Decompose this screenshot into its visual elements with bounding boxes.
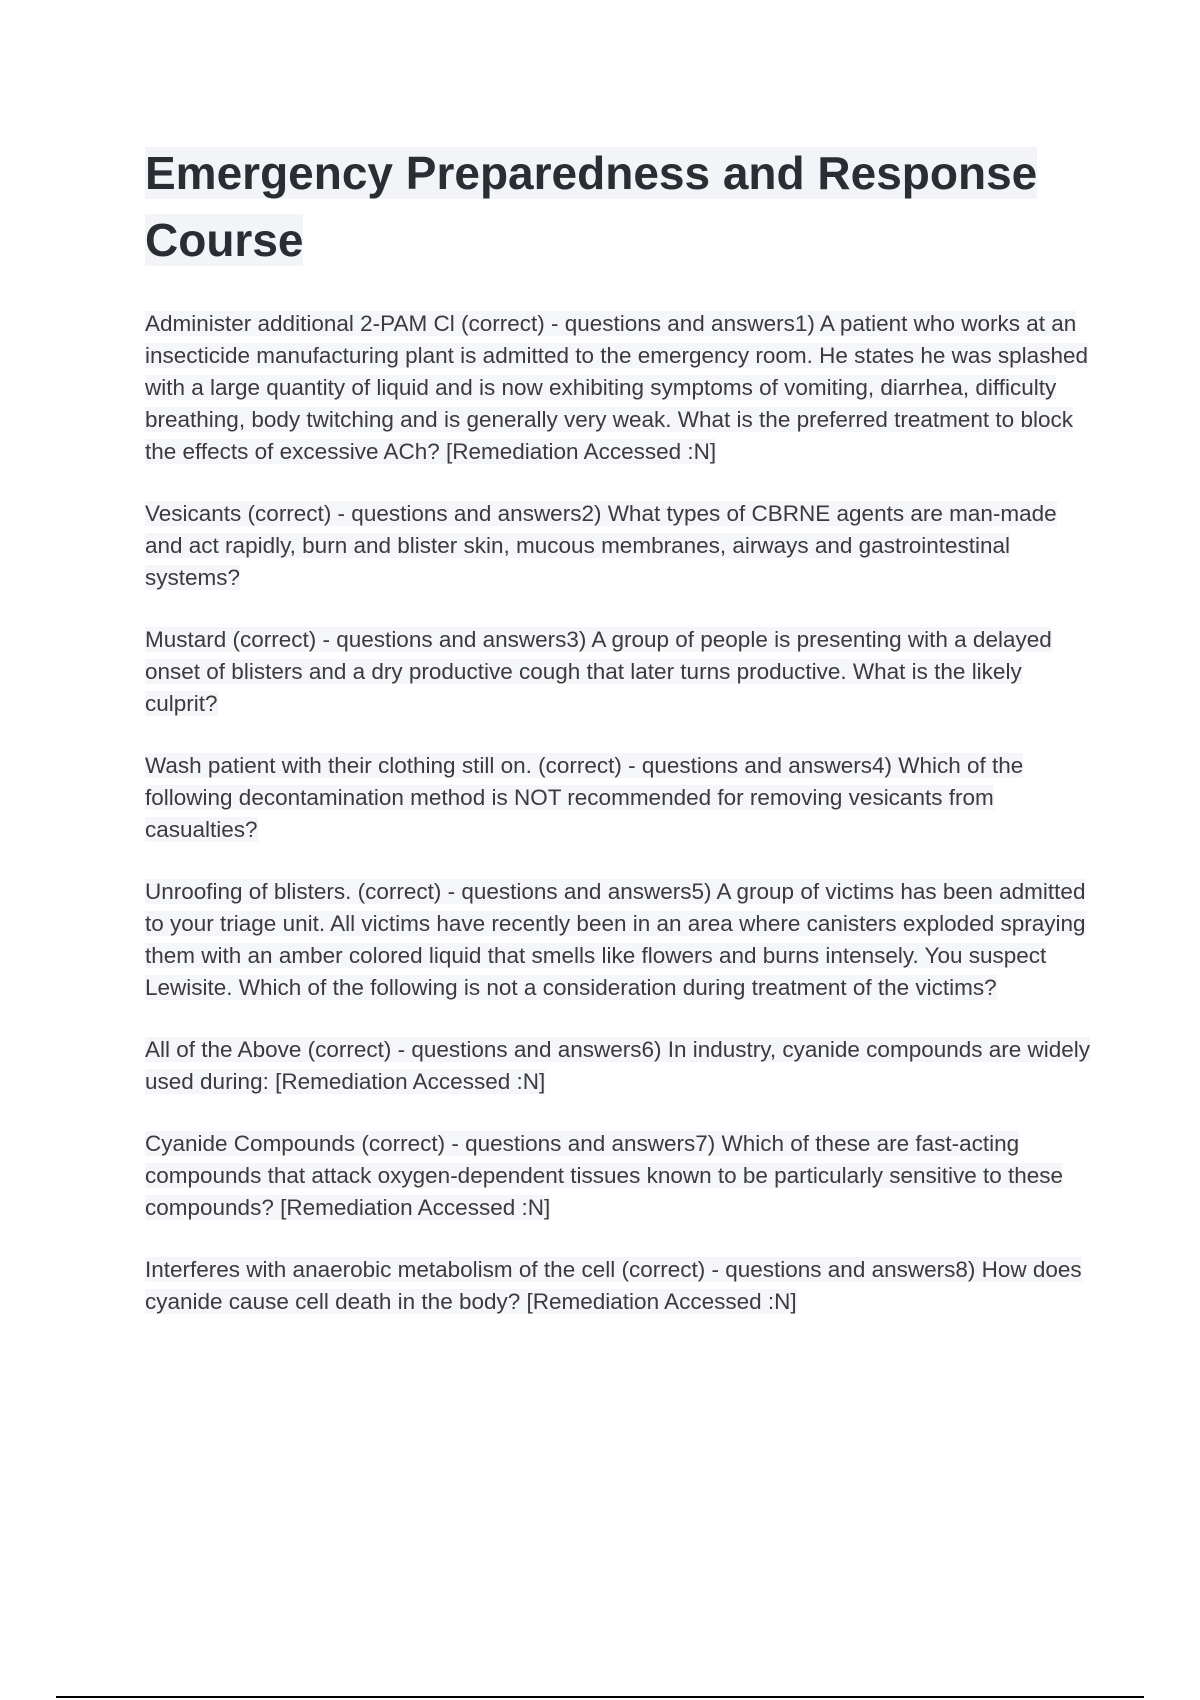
qa-item-4: Wash patient with their clothing still on. (correct) - questions and answers4) Which of the following decontamination method is NOT recommended for removing vesicants from casualties? <box>145 753 1024 842</box>
qa-item-2: Vesicants (correct) - questions and answers2) What types of CBRNE agents are man-made and act rapidly, burn and blister skin, mucous membranes, airways and gastrointestinal systems? <box>145 501 1057 590</box>
qa-item-3: Mustard (correct) - questions and answers3) A group of people is presenting with a delayed onset of blisters and a dry productive cough that later turns productive. What is the likely culprit? <box>145 627 1052 716</box>
document-title: Emergency Preparedness and Response Course <box>145 147 1038 266</box>
qa-list <box>145 308 1095 1348</box>
qa-item-6: All of the Above (correct) - questions and answers6) In industry, cyanide compounds are widely used during: [Remediation Accessed :N] <box>145 1037 1091 1094</box>
qa-item-8: Interferes with anaerobic metabolism of the cell (correct) - questions and answers8) How does cyanide cause cell death in the body? [Remediation Accessed :N] <box>145 1257 1082 1314</box>
qa-item-7: Cyanide Compounds (correct) - questions and answers7) Which of these are fast-acting compounds that attack oxygen-dependent tissues known to be particularly sensitive to these compounds? [Remediation Accessed :N] <box>145 1131 1064 1220</box>
qa-item-5: Unroofing of blisters. (correct) - questions and answers5) A group of victims has been admitted to your triage unit. All victims have recently been in an area where canisters exploded spraying them with an amber colored liquid that smells like flowers and burns intensely. You suspect Lewisite. Which of the following is not a consideration during treatment of the victims? <box>145 879 1086 1000</box>
page-bottom-divider <box>56 1696 1144 1698</box>
qa-item-1: Administer additional 2-PAM Cl (correct) - questions and answers1) A patient who works at an insecticide manufacturing plant is admitted to the emergency room. He states he was splashed with a large quantity of liquid and is now exhibiting symptoms of vomiting, diarrhea, difficulty breathing, body twitching and is generally very weak. What is the preferred treatment to block the effects of excessive ACh? [Remediation Accessed :N] <box>145 311 1088 464</box>
